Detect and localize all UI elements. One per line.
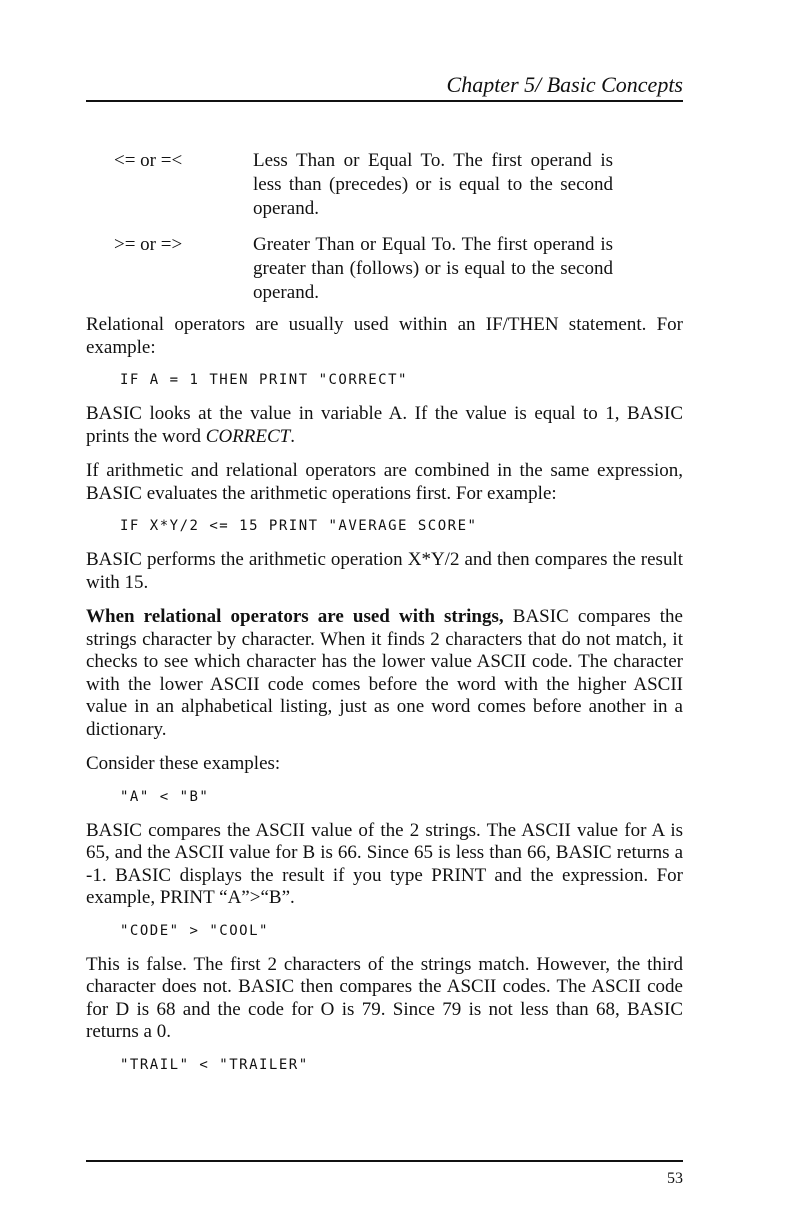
paragraph: Relational operators are usually used within an IF/THEN statement. For example: [86,314,683,358]
paragraph: This is false. The first 2 characters of the strings match. However, the third character does not. BASIC then compares the ASCII codes. The ASCII code for D is 68 and the code for O is 79. Since 79 is not less than 68, BASIC returns a 0. [86,953,683,1042]
paragraph [86,403,683,448]
page-number: 53 [667,1170,683,1187]
paragraph [86,606,683,741]
operator-symbol: <= or =< [114,150,183,171]
operator-symbol: >= or => [114,234,183,255]
page-header: Chapter 5/ Basic Concepts [446,72,683,97]
operator-description: Less Than or Equal To. The first operand is less than (precedes) or is equal to the second operand. [253,150,613,219]
code-example: IF X*Y/2 <= 15 PRINT "AVERAGE SCORE" [120,518,478,534]
definition-row [114,233,614,305]
code-example: "CODE" > "COOL" [120,922,269,939]
paragraph: BASIC performs the arithmetic operation X*Y/2 and then compares the result with 15. [86,549,683,593]
bold-lead: When relational operators are used with strings, [86,606,504,627]
paragraph-text: BASIC compares the strings character by character. When it finds 2 characters that do not match, it checks to see which character has the lower value ASCII code. The character with the lower ASCII code comes before the word with the higher ASCII value in an alphabetical listing, just as one word comes before another in a dictionary. [86,606,683,740]
operator-description: Greater Than or Equal To. The first operand is greater than (follows) or is equal to the second operand. [253,234,613,303]
code-example: "TRAIL" < "TRAILER" [120,1056,309,1073]
paragraph-end: . [290,425,295,447]
code-example: "A" < "B" [120,788,210,805]
paragraph: If arithmetic and relational operators are combined in the same expression, BASIC evaluates the arithmetic operations first. For example: [86,460,683,504]
operator-definitions [114,149,614,317]
body-text [86,314,683,1088]
header-rule [86,100,683,102]
emphasis-word: CORRECT [205,425,291,447]
code-example: IF A = 1 THEN PRINT "CORRECT" [120,372,408,388]
paragraph: BASIC compares the ASCII value of the 2 strings. The ASCII value for A is 65, and the ASCII value for B is 66. Since 65 is less than 66, BASIC returns a -1. BASIC displays the result if you type PRINT and the expression. For example, PRINT “A”>“B”. [86,819,683,908]
footer-rule [86,1160,683,1162]
paragraph: Consider these examples: [86,753,281,774]
definition-row [114,149,614,221]
paragraph-text: BASIC looks at the value in variable A. If the value is equal to 1, BASIC prints the word [86,403,683,447]
